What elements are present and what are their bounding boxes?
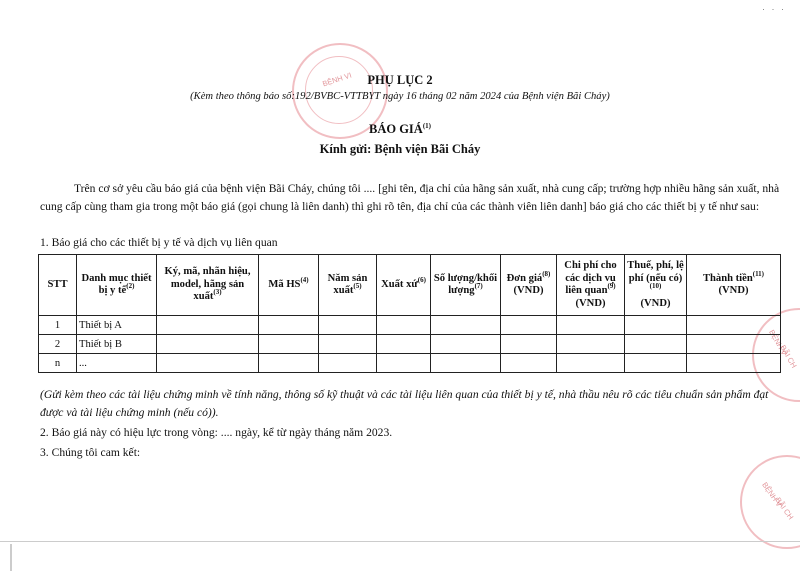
empty-cell <box>377 354 431 373</box>
table-header-cell <box>377 255 431 316</box>
stamp-side-text-2: BÃI CH <box>778 343 799 370</box>
quotation-table <box>38 254 781 373</box>
stamp-top-text-1: BỆNH VI <box>321 70 353 89</box>
appendix-title: PHỤ LỤC 2 <box>367 73 433 87</box>
attachment-note: (Gửi kèm theo các tài liệu chứng minh về tính năng, thông số kỹ thuật và các tài liệu liên quan của thiết bị y tế, nhà thầu nêu rõ các tiêu chuẩn sản phẩm đạt được và tài liệu chứng minh (nếu có)). <box>40 388 769 419</box>
row-number-cell: 1 <box>39 316 77 335</box>
hospital-stamp-bottom <box>740 455 800 549</box>
table-header-cell <box>77 255 157 316</box>
stamp-side-text-1: BỆNH V <box>767 328 789 357</box>
table-header-cell <box>501 255 557 316</box>
section-2-validity: 2. Báo giá này có hiệu lực trong vòng: .... ngày, kể từ ngày tháng năm 2023. <box>40 426 393 439</box>
header-note: (3) <box>213 288 222 297</box>
empty-cell <box>557 354 625 373</box>
row-number-cell: n <box>39 354 77 373</box>
empty-cell <box>625 316 687 335</box>
device-name-cell: Thiết bị A <box>77 316 157 335</box>
addressee: Kính gửi: Bệnh viện Bãi Cháy <box>319 142 481 156</box>
empty-cell <box>501 316 557 335</box>
empty-cell <box>377 316 431 335</box>
empty-cell <box>687 316 781 335</box>
header-note: (6) <box>417 275 426 284</box>
empty-cell <box>501 335 557 354</box>
empty-cell <box>157 335 259 354</box>
row-number-cell: 2 <box>39 335 77 354</box>
intro-paragraph: Trên cơ sở yêu cầu báo giá của bệnh viện Bãi Cháy, chúng tôi .... [ghi tên, địa chỉ của hãng sản xuất, nhà cung cấp; trường hợp nhiều hãng sản xuất, nhà cung cấp cùng tham gia trong một báo giá (gọi chung là liên danh) thì ghi rõ tên, địa chỉ của các thành viên liên danh] báo giá cho các thiết bị y tế như sau: <box>40 182 780 213</box>
hospital-stamp-top-inner-ring <box>305 56 373 124</box>
stamp-bottom-text-2: BÃI CH <box>773 495 796 522</box>
table-header-cell <box>625 255 687 316</box>
header-note: (5) <box>353 282 362 290</box>
section-1-heading: 1. Báo giá cho các thiết bị y tế và dịch vụ liên quan <box>40 236 278 249</box>
appendix-subtitle: (Kèm theo thông báo số:192/BVBC-VTTBYT ngày 16 tháng 02 năm 2024 của Bệnh viện Bãi Cháy) <box>190 91 610 102</box>
table-row <box>39 316 781 335</box>
table-header-cell <box>687 255 781 316</box>
header-unit: (VND) <box>513 285 544 296</box>
empty-cell <box>687 335 781 354</box>
header-note: (9) <box>607 282 616 290</box>
header-text: Thành tiền <box>702 272 753 284</box>
table-header-row <box>39 255 781 316</box>
header-text: Thuế, phí, lệ phí (nếu có) <box>627 260 684 284</box>
empty-cell <box>259 335 319 354</box>
header-text: Số lượng/khối lượng <box>433 272 498 296</box>
table-row <box>39 335 781 354</box>
device-name-cell: Thiết bị B <box>77 335 157 354</box>
header-text: Mã HS <box>268 278 301 290</box>
table-header-cell <box>557 255 625 316</box>
empty-cell <box>377 335 431 354</box>
header-note: (10) <box>649 282 662 290</box>
header-text: Xuất xứ <box>381 278 418 290</box>
empty-cell <box>625 335 687 354</box>
quotation-title-note: (1) <box>422 122 431 130</box>
empty-cell <box>431 354 501 373</box>
header-note: (11) <box>752 269 765 278</box>
table-body <box>39 316 781 373</box>
header-note: (2) <box>126 282 135 290</box>
header-note: (7) <box>474 282 483 290</box>
header-note: (4) <box>300 275 309 284</box>
table-header-cell <box>39 255 77 316</box>
quotation-title <box>0 122 800 137</box>
empty-cell <box>319 354 377 373</box>
table-header-cell <box>431 255 501 316</box>
header-text: Năm sản xuất <box>327 272 368 296</box>
header-unit: (VND) <box>575 297 606 309</box>
empty-cell <box>501 354 557 373</box>
page-bottom-edge <box>0 541 800 542</box>
table-header-cell <box>259 255 319 316</box>
header-unit: (VND) <box>640 297 671 309</box>
empty-cell <box>431 335 501 354</box>
empty-cell <box>557 335 625 354</box>
device-name-cell: ... <box>77 354 157 373</box>
empty-cell <box>259 354 319 373</box>
header-text: Danh mục thiết bị y tế <box>81 272 152 296</box>
header-note: (8) <box>542 269 551 278</box>
empty-cell <box>319 316 377 335</box>
empty-cell <box>157 354 259 373</box>
empty-cell <box>319 335 377 354</box>
stamp-bottom-text-1: BỆNH V <box>760 480 784 509</box>
empty-cell <box>687 354 781 373</box>
page-corner-marks: · · · <box>762 4 786 14</box>
empty-cell <box>157 316 259 335</box>
table-header-cell <box>319 255 377 316</box>
empty-cell <box>625 354 687 373</box>
empty-cell <box>259 316 319 335</box>
page-corner-mark <box>10 544 12 571</box>
header-text: Chi phí cho các dịch vụ liên quan <box>564 260 617 296</box>
header-text: STT <box>47 278 68 290</box>
header-unit: (VND) <box>718 285 749 296</box>
quotation-title-text: BÁO GIÁ <box>369 122 423 136</box>
header-text: Ký, mã, nhãn hiệu, model, hãng sản xuất <box>164 266 251 303</box>
section-3-commitment: 3. Chúng tôi cam kết: <box>40 446 141 459</box>
table-row <box>39 354 781 373</box>
empty-cell <box>431 316 501 335</box>
table-header-cell <box>157 255 259 316</box>
empty-cell <box>557 316 625 335</box>
header-text: Đơn giá <box>506 272 543 284</box>
